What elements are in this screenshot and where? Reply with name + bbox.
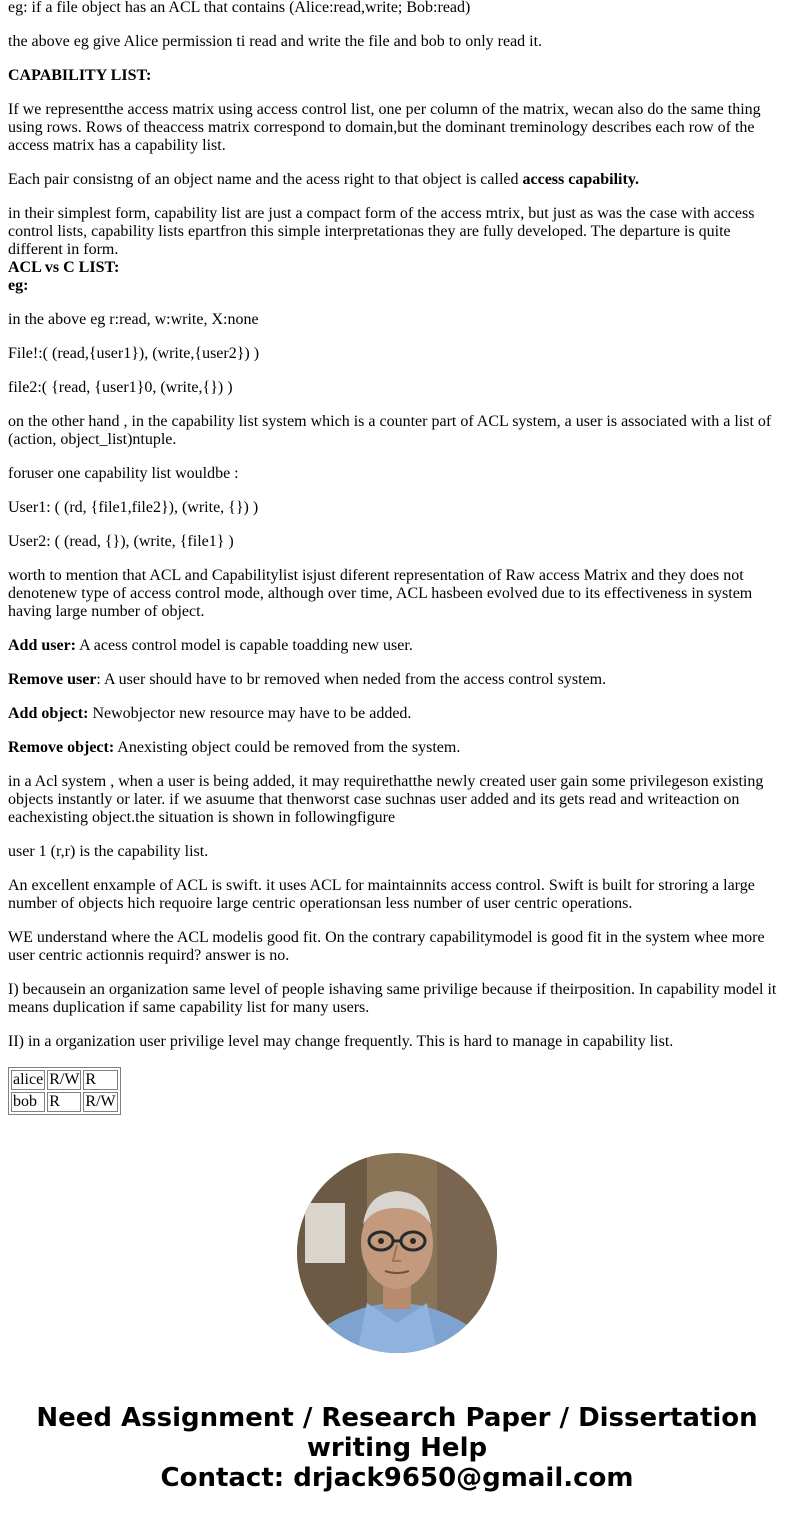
section-heading [8,67,784,85]
paragraph-text: Each pair consistng of an object name and the acess right to that object is called [8,171,523,188]
paragraph: I) becausein an organization same level of people ishaving same privilige because if theirposition. In capability model it means duplication if same capability list for many users. [8,981,777,1016]
add-object-text: Newobjector new resource may have to be added. [88,705,412,722]
paragraph: File!:( (read,{user1}), (write,{user2}) ) [8,345,260,362]
paragraph: User1: ( (rd, {file1,file2}), (write, {}) ) [8,499,259,516]
add-object-item [8,705,784,723]
table-cell: R [83,1070,117,1090]
remove-user-item [8,671,784,689]
paragraph: eg: if a file object has an ACL that contains (Alice:read,write; Bob:read) [8,0,471,16]
add-user-item [8,637,784,655]
paragraph: on the other hand , in the capability list system which is a counter part of ACL system, a user is associated with a list of (action, object_list)ntuple. [8,413,772,448]
eg-heading [8,277,784,295]
paragraph: An excellent enxample of ACL is swift. it uses ACL for maintainnits access control. Swift is built for stroring a large number of objects hich requoire large centric operationsan less number of user centric operations. [8,877,755,912]
table-row [11,1092,118,1112]
paragraph: foruser one capability list wouldbe : [8,465,239,482]
paragraph [8,171,784,189]
permission-table [8,1067,121,1115]
paragraph: the above eg give Alice permission ti read and write the file and bob to only read it. [8,33,543,50]
person-portrait-icon [297,1153,497,1353]
table-cell: R [47,1092,81,1112]
acl-vs-clist-heading: ACL vs C LIST: [8,259,120,276]
paragraph: worth to mention that ACL and Capabilitylist isjust diferent representation of Raw access Matrix and they does not denotenew type of access control mode, although over time, ACL hasbeen evolved due to its effectiveness in system having large number of object. [8,567,753,620]
remove-user-text: : A user should have to br removed when neded from the access control system. [96,671,607,688]
remove-user-term: Remove user [8,671,97,688]
author-avatar [297,1153,497,1353]
eg-label: eg: [8,277,29,294]
paragraph: If we representthe access matrix using access control list, one per column of the matrix, wecan also do the same thing using rows. Rows of theaccess matrix correspond to domain,but the dominant treminology describes each row of the access matrix has a capability list. [8,101,761,154]
table-cell: R/W [49,1071,80,1088]
cta-headline: Need Assignment / Research Paper / Dissertation writing Help [36,1403,758,1463]
paragraph: WE understand where the ACL modelis good fit. On the contrary capabilitymodel is good fit in the system whee more user centric actionnis requird? answer is no. [8,929,765,964]
contact-banner [0,1403,794,1493]
add-object-term: Add object: [8,705,89,722]
access-capability-term: access capability. [522,171,639,188]
table-cell: alice [13,1071,44,1088]
remove-object-text: Anexisting object could be removed from the system. [114,739,461,756]
remove-object-term: Remove object: [8,739,115,756]
paragraph: in the above eg r:read, w:write, X:none [8,311,259,328]
table-cell: R/W [85,1093,116,1110]
paragraph: II) in a organization user privilige level may change frequently. This is hard to manage in capability list. [8,1033,674,1050]
remove-object-item [8,739,784,757]
table-row [11,1070,118,1090]
add-user-term: Add user: [8,637,77,654]
paragraph: user 1 (r,r) is the capability list. [8,843,209,860]
paragraph: in a Acl system , when a user is being added, it may requirethatthe newly created user gain some privilegeson existing objects instantly or later. if we asuume that thenworst case suchnas user added and its gets read and writeaction on eachexisting object.the situation is shown in followingfigure [8,773,764,826]
paragraph: in their simplest form, capability list are just a compact form of the access mtrix, but just as was the case with access control lists, capability lists epartfron this simple interpretationas they are fully developed. The departure is quite different in form. [8,205,755,258]
article-body [8,0,784,1115]
paragraph: file2:( {read, {user1}0, (write,{}) ) [8,379,233,396]
paragraph: User2: ( (read, {}), (write, {file1} ) [8,533,234,550]
add-user-text: A acess control model is capable toadding new user. [76,637,413,654]
cta-contact: Contact: drjack9650@gmail.com [160,1463,634,1493]
capability-list-heading: CAPABILITY LIST: [8,67,152,84]
table-cell: bob [11,1092,45,1112]
